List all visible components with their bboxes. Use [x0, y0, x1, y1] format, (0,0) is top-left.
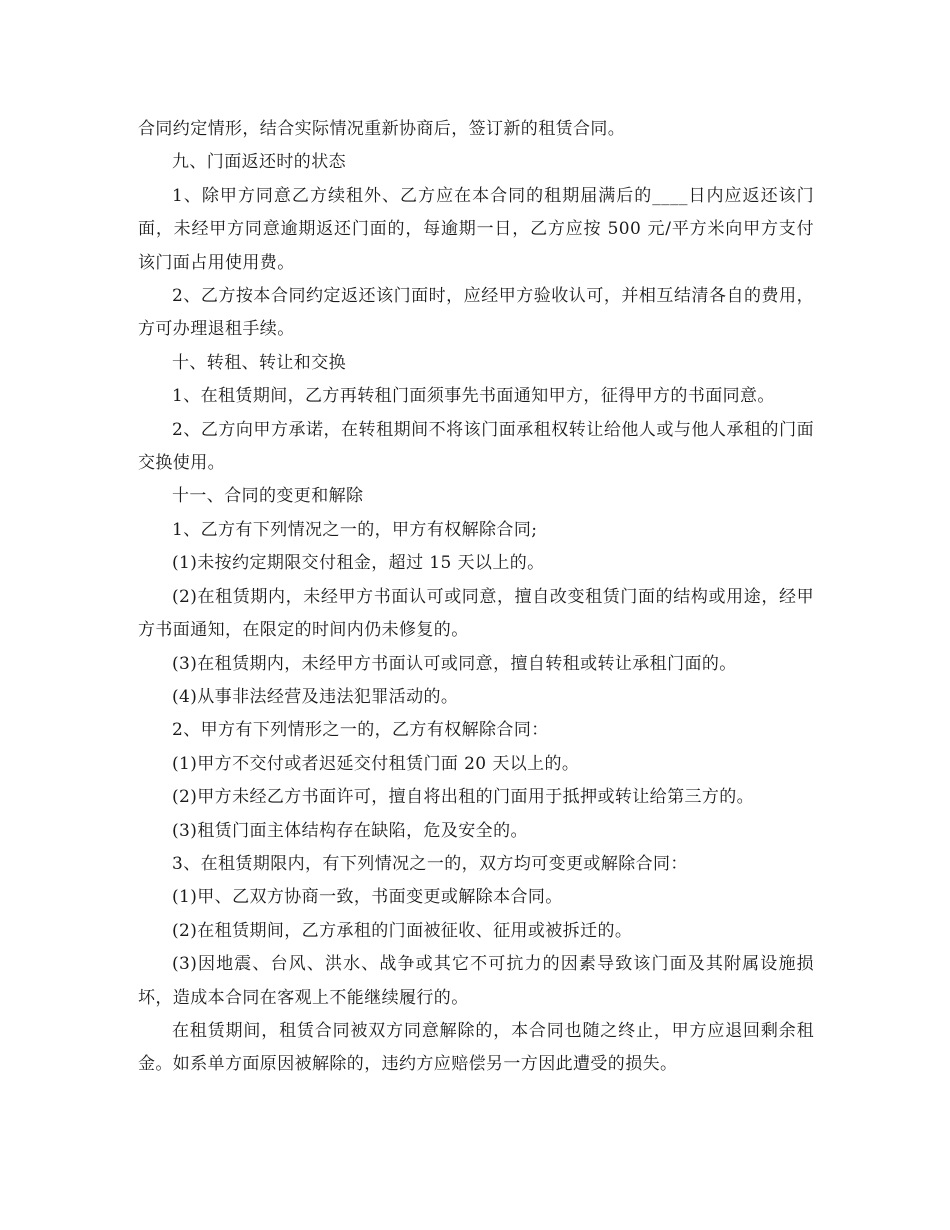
- paragraph-6: 2、乙方向甲方承诺，在转租期间不将该门面承租权转让给他人或与他人承租的门面交换使用。: [138, 419, 814, 474]
- paragraph-14: (1)甲方不交付或者迟延交付租赁门面 20 天以上的。: [172, 753, 580, 774]
- paragraph-19: (2)在租赁期间，乙方承租的门面被征收、征用或被拆迁的。: [172, 920, 633, 941]
- paragraph-17: 3、在租赁期限内，有下列情况之一的，双方均可变更或解除合同：: [172, 853, 688, 874]
- section-heading-9: 九、门面返还时的状态: [172, 152, 346, 173]
- paragraph-8: 1、乙方有下列情况之一的，甲方有权解除合同;: [172, 519, 538, 540]
- paragraph-5: 1、在租赁期间，乙方再转租门面须事先书面通知甲方，征得甲方的书面同意。: [172, 386, 775, 407]
- paragraph-15: (2)甲方未经乙方书面许可，擅自将出租的门面用于抵押或转让给第三方的。: [172, 787, 755, 808]
- paragraph-12: (4)从事非法经营及违法犯罪活动的。: [172, 686, 459, 707]
- paragraph-3: 2、乙方按本合同约定返还该门面时，应经甲方验收认可，并相互结清各自的费用，方可办理退租手续。: [138, 286, 814, 340]
- section-heading-10: 十、转租、转让和交换: [172, 352, 346, 373]
- paragraph-18: (1)甲、乙双方协商一致，书面变更或解除本合同。: [172, 887, 563, 908]
- paragraph-16: (3)租赁门面主体结构存在缺陷，危及安全的。: [172, 820, 528, 841]
- paragraph-0: 合同约定情形，结合实际情况重新协商后，签订新的租赁合同。: [138, 119, 626, 139]
- section-heading-11: 十一、合同的变更和解除: [172, 486, 364, 507]
- document-page: [138, 113, 814, 1082]
- paragraph-9: (1)未按约定期限交付租金，超过 15 天以上的。: [172, 553, 545, 574]
- paragraph-13: 2、甲方有下列情形之一的，乙方有权解除合同：: [172, 720, 549, 741]
- paragraph-11: (3)在租赁期内，未经甲方书面认可或同意，擅自转租或转让承租门面的。: [172, 653, 737, 674]
- paragraph-10: (2)在租赁期内，未经甲方书面认可或同意，擅自改变租赁门面的结构或用途，经甲方书面通知，在限定的时间内仍未修复的。: [138, 586, 814, 641]
- paragraph-2: 1、除甲方同意乙方续租外、乙方应在本合同的租期届满后的____日内应返还该门面，未经甲方同意逾期返还门面的，每逾期一日，乙方应按 500 元/平方米向甲方支付该门面占用使用费。: [138, 185, 814, 273]
- paragraph-21: 在租赁期间，租赁合同被双方同意解除的，本合同也随之终止，甲方应退回剩余租金。如系单方面原因被解除的，违约方应赔偿另一方因此遭受的损失。: [138, 1020, 814, 1075]
- paragraph-20: (3)因地震、台风、洪水、战争或其它不可抗力的因素导致该门面及其附属设施损坏，造成本合同在客观上不能继续履行的。: [138, 954, 814, 1008]
